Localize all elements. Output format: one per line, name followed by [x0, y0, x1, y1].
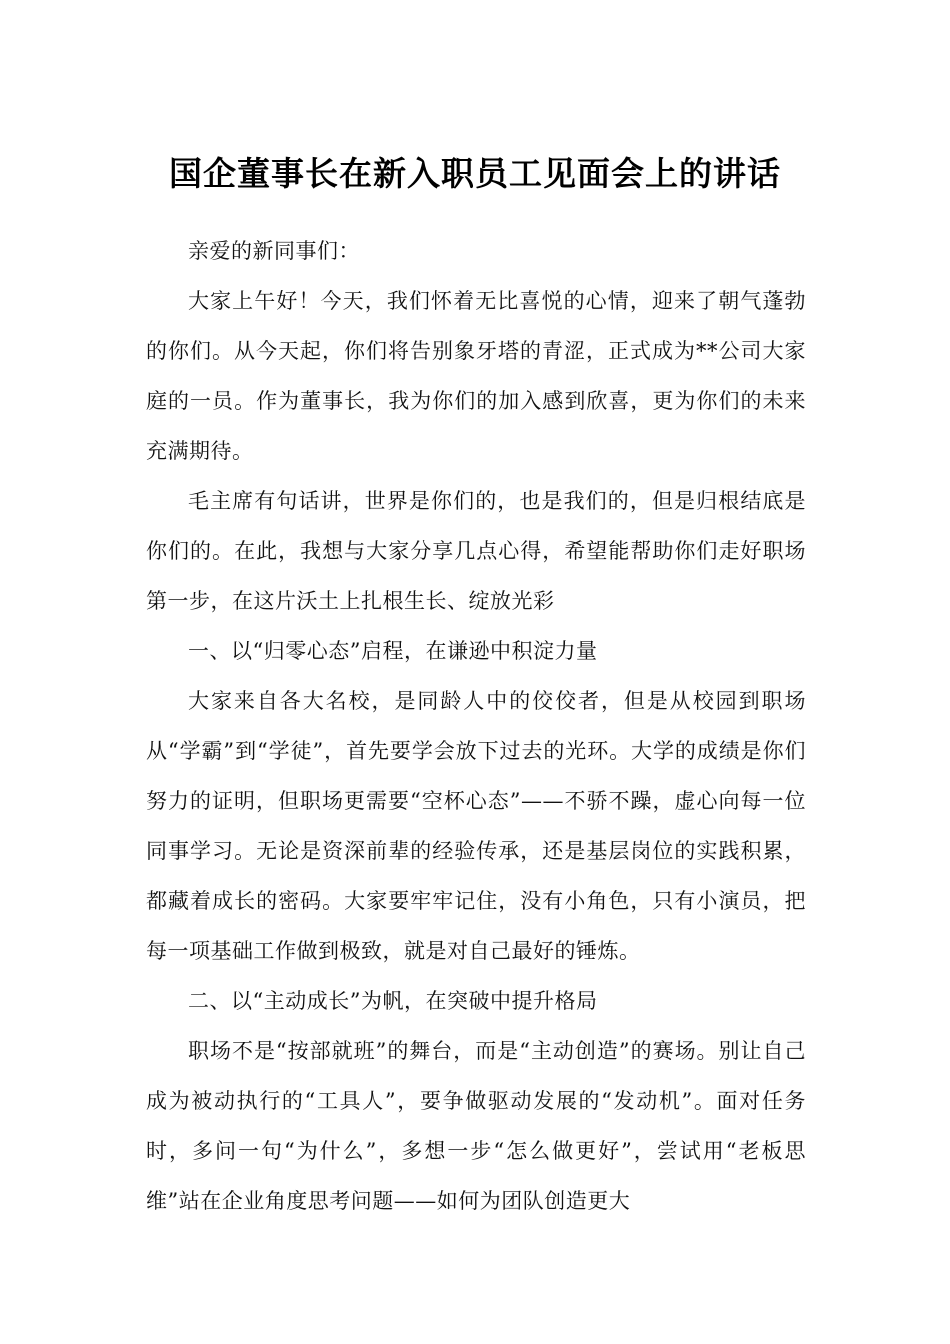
section-heading-2: 二、以“主动成长”为帆，在突破中提升格局 [188, 989, 598, 1013]
greeting-line: 亲爱的新同事们： [188, 239, 360, 263]
paragraph-section-2: 职场不是“按部就班”的舞台，而是“主动创造”的赛场。别让自己成为被动执行的“工具人”，要争做驱动发展的“发动机”。面对任务时，多问一句“为什么”，多想一步“怎么做更好”，尝试用“老板思维”站在企业角度思考问题——如何为团队创造更大 [146, 1039, 806, 1213]
section-heading-1: 一、以“归零心态”启程，在谦逊中积淀力量 [188, 639, 598, 663]
document-title: 国企董事长在新入职员工见面会上的讲话 [169, 154, 781, 194]
paragraph-opening: 大家上午好！今天，我们怀着无比喜悦的心情，迎来了朝气蓬勃的你们。从今天起，你们将告别象牙塔的青涩，正式成为**公司大家庭的一员。作为董事长，我为你们的加入感到欣喜，更为你们的未来充满期待。 [146, 289, 806, 463]
document-body [146, 226, 806, 1226]
paragraph-section-1: 大家来自各大名校，是同龄人中的佼佼者，但是从校园到职场从“学霸”到“学徒”，首先要学会放下过去的光环。大学的成绩是你们努力的证明，但职场更需要“空杯心态”——不骄不躁，虚心向每一位同事学习。无论是资深前辈的经验传承，还是基层岗位的实践积累，都藏着成长的密码。大家要牢牢记住，没有小角色，只有小演员，把每一项基础工作做到极致，就是对自己最好的锤炼。 [146, 689, 806, 963]
paragraph-quote: 毛主席有句话讲，世界是你们的，也是我们的，但是归根结底是你们的。在此，我想与大家分享几点心得，希望能帮助你们走好职场第一步，在这片沃土上扎根生长、绽放光彩 [146, 489, 806, 613]
